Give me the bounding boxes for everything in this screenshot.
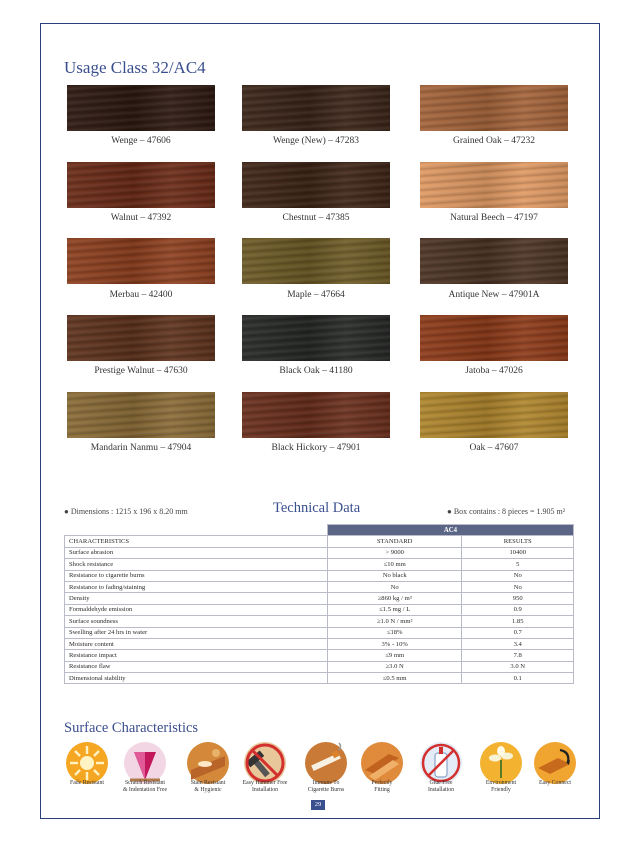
table-row bbox=[65, 650, 574, 661]
characteristic-cell: Density bbox=[65, 593, 328, 604]
wood-sample-swatch bbox=[420, 162, 568, 208]
icon-label: Stain Resistant & Hygienic bbox=[190, 780, 226, 793]
icon-label: Easy Connect bbox=[538, 780, 572, 786]
standard-cell: ≤1.5 mg / L bbox=[327, 604, 462, 615]
wood-sample-label: Wenge (New) – 47283 bbox=[272, 136, 360, 146]
characteristic-cell: Resistance to fading/staining bbox=[65, 581, 328, 592]
standard-cell: ≤0.5 mm bbox=[327, 673, 462, 684]
wood-sample-label: Merbau – 42400 bbox=[109, 290, 173, 300]
standard-cell: ≤18% bbox=[327, 627, 462, 638]
wood-sample-label: Antique New – 47901A bbox=[448, 290, 540, 300]
table-row bbox=[65, 570, 574, 581]
standard-cell: ≥1.0 N / mm² bbox=[327, 616, 462, 627]
result-cell: 3.4 bbox=[462, 638, 574, 649]
characteristic-cell: Resistance flaw bbox=[65, 661, 328, 672]
dimensions-note: ● Dimensions : 1215 x 196 x 8.20 mm bbox=[64, 507, 188, 516]
wood-sample-swatch bbox=[242, 162, 390, 208]
result-cell: 3.0 N bbox=[462, 661, 574, 672]
wood-sample-swatch bbox=[420, 85, 568, 131]
result-cell: No bbox=[462, 570, 574, 581]
box-contains-note: ● Box contains : 8 pieces = 1.905 m² bbox=[447, 507, 566, 516]
icon-label: Scratch Resistant & Indentation Free bbox=[122, 780, 168, 793]
characteristic-cell: Resistance to cigarette burns bbox=[65, 570, 328, 581]
characteristic-cell: Shock resistance bbox=[65, 559, 328, 570]
technical-data-table bbox=[64, 524, 574, 684]
wood-sample-swatch bbox=[242, 315, 390, 361]
wood-sample-label: Black Hickory – 47901 bbox=[271, 443, 361, 453]
standard-cell: No black bbox=[327, 570, 462, 581]
wood-sample-label: Wenge – 47606 bbox=[111, 136, 171, 146]
result-cell: 5 bbox=[462, 559, 574, 570]
wood-sample-swatch bbox=[242, 85, 390, 131]
result-cell: 950 bbox=[462, 593, 574, 604]
result-cell: 7.8 bbox=[462, 650, 574, 661]
ac4-header-row bbox=[65, 525, 574, 536]
table-row bbox=[65, 547, 574, 558]
characteristic-cell: Formaldehyde emission bbox=[65, 604, 328, 615]
wood-sample-swatch bbox=[420, 392, 568, 438]
page-title: Usage Class 32/AC4 bbox=[64, 58, 206, 77]
table-row bbox=[65, 604, 574, 615]
header-standard: STANDARD bbox=[327, 536, 462, 547]
wood-sample-label: Natural Beech – 47197 bbox=[450, 213, 538, 223]
wood-sample-label: Black Oak – 41180 bbox=[279, 366, 353, 376]
header-characteristics: CHARACTERISTICS bbox=[65, 536, 328, 547]
wood-sample-label: Prestige Walnut – 47630 bbox=[94, 366, 188, 376]
technical-data-title: Technical Data bbox=[273, 500, 361, 516]
page-number: 29 bbox=[311, 800, 325, 810]
table-row bbox=[65, 593, 574, 604]
result-cell: 0.1 bbox=[462, 673, 574, 684]
table-header-row bbox=[65, 536, 574, 547]
surface-characteristics-title: Surface Characteristics bbox=[64, 720, 199, 736]
table-row bbox=[65, 673, 574, 684]
wood-sample-label: Grained Oak – 47232 bbox=[452, 136, 536, 146]
standard-cell: > 9000 bbox=[327, 547, 462, 558]
standard-cell: ≥860 kg / m³ bbox=[327, 593, 462, 604]
wood-sample-swatch bbox=[242, 392, 390, 438]
wood-sample-swatch bbox=[420, 315, 568, 361]
result-cell: 10400 bbox=[462, 547, 574, 558]
characteristic-cell: Surface abrasion bbox=[65, 547, 328, 558]
characteristic-cell: Dimensional stability bbox=[65, 673, 328, 684]
standard-cell: ≤9 mm bbox=[327, 650, 462, 661]
table-row bbox=[65, 638, 574, 649]
characteristic-cell: Resistance impact bbox=[65, 650, 328, 661]
wood-sample-swatch bbox=[67, 315, 215, 361]
icon-label: Fade Resistant bbox=[70, 780, 104, 786]
wood-sample-swatch bbox=[67, 238, 215, 284]
wood-sample-label: Chestnut – 47385 bbox=[282, 213, 350, 223]
wood-sample-label: Jatoba – 47026 bbox=[465, 366, 523, 376]
characteristic-cell: Moisture content bbox=[65, 638, 328, 649]
table-row bbox=[65, 661, 574, 672]
wood-sample-label: Oak – 47607 bbox=[469, 443, 519, 453]
wood-sample-label: Maple – 47664 bbox=[287, 290, 345, 300]
table-row bbox=[65, 581, 574, 592]
table-row bbox=[65, 559, 574, 570]
ac4-header: AC4 bbox=[327, 525, 573, 536]
icon-label: Glue Free Installation bbox=[427, 780, 455, 793]
table-row bbox=[65, 616, 574, 627]
result-cell: 1.85 bbox=[462, 616, 574, 627]
standard-cell: ≤10 mm bbox=[327, 559, 462, 570]
wood-sample-swatch bbox=[242, 238, 390, 284]
standard-cell: 3% - 10% bbox=[327, 638, 462, 649]
standard-cell: No bbox=[327, 581, 462, 592]
wood-sample-swatch bbox=[67, 392, 215, 438]
result-cell: 0.9 bbox=[462, 604, 574, 615]
result-cell: No bbox=[462, 581, 574, 592]
wood-sample-label: Mandarin Nanmu – 47904 bbox=[90, 443, 192, 453]
result-cell: 0.7 bbox=[462, 627, 574, 638]
icon-label: Easy Hammer Free Installation bbox=[242, 780, 288, 793]
wood-sample-swatch bbox=[67, 162, 215, 208]
table-row bbox=[65, 627, 574, 638]
icon-label: Perfectly Fitting bbox=[371, 780, 393, 793]
wood-sample-swatch bbox=[67, 85, 215, 131]
standard-cell: ≥3.0 N bbox=[327, 661, 462, 672]
icon-label: Immune To Cigarette Burns bbox=[307, 780, 345, 793]
characteristic-cell: Swelling after 24 hrs in water bbox=[65, 627, 328, 638]
icon-label: Environment Friendly bbox=[485, 780, 517, 793]
wood-sample-swatch bbox=[420, 238, 568, 284]
header-results: RESULTS bbox=[462, 536, 574, 547]
wood-sample-label: Walnut – 47392 bbox=[110, 213, 172, 223]
characteristic-cell: Surface soundness bbox=[65, 616, 328, 627]
